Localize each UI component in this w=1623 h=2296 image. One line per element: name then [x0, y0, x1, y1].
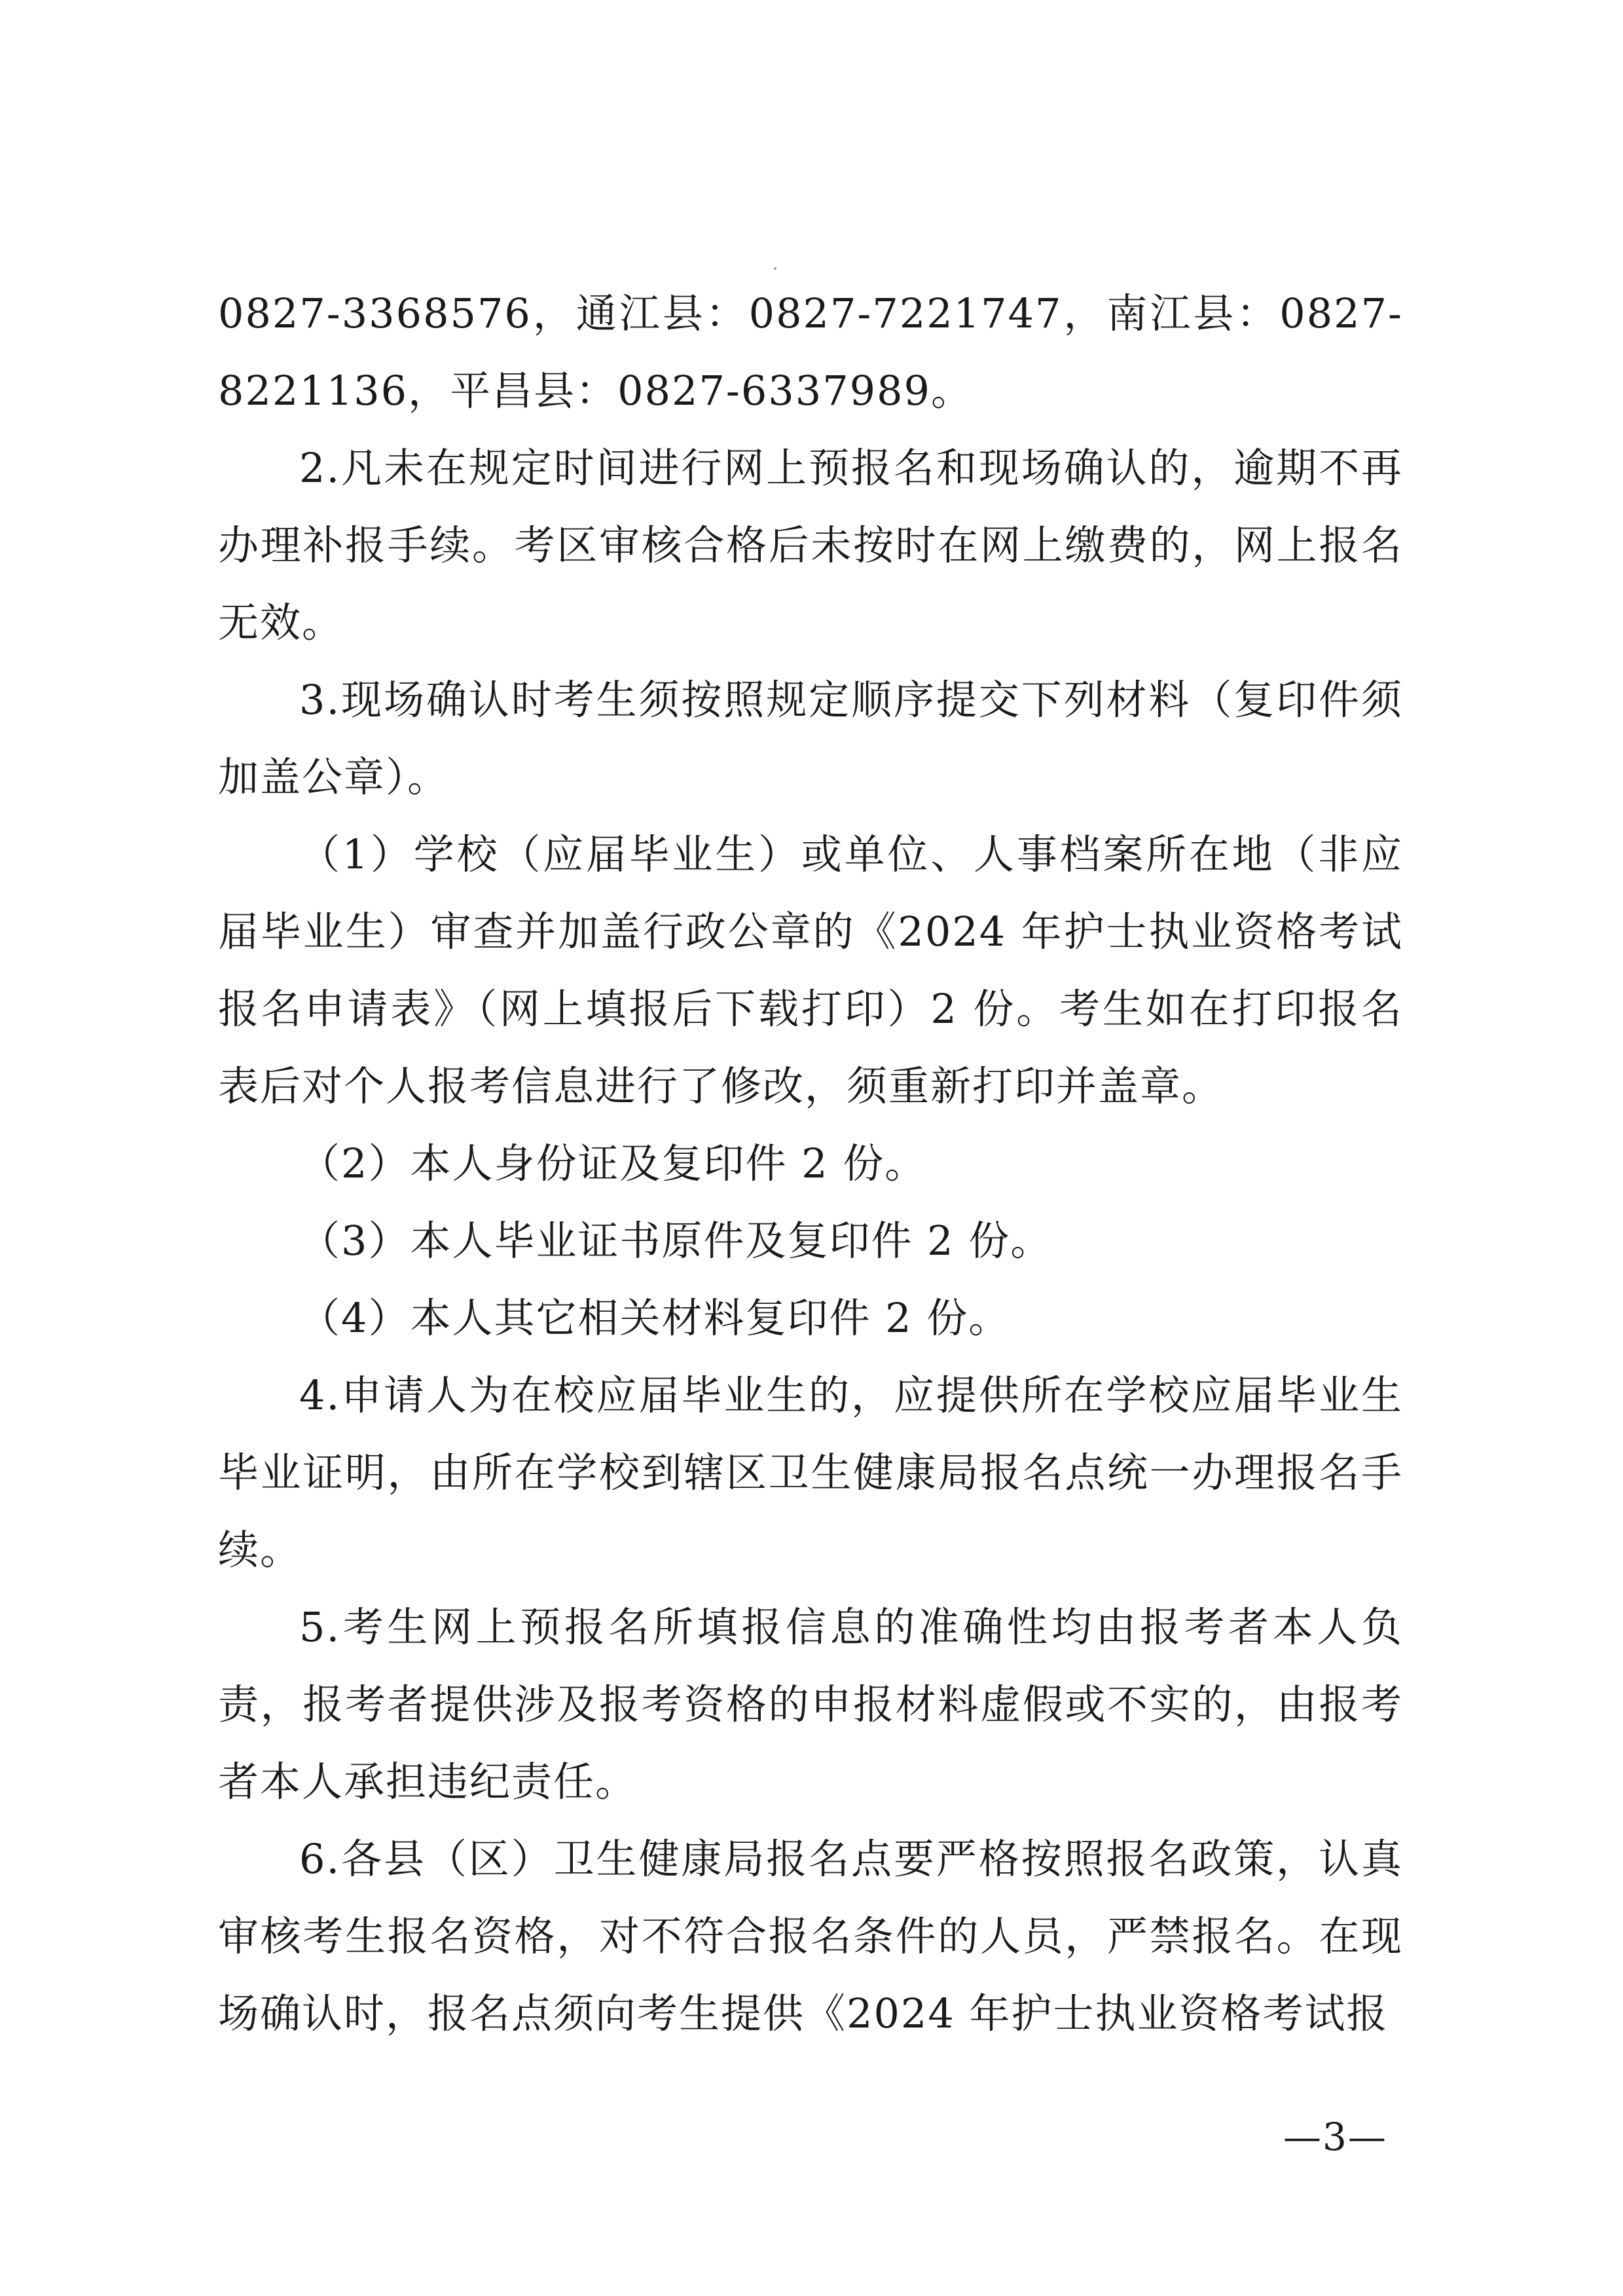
paragraph-subitem-3: （3）本人毕业证书原件及复印件 2 份。 [299, 1217, 1053, 1265]
paragraph-item-2: 2.凡未在规定时间进行网上预报名和现场确认的，逾期不再办理补报手续。考区审核合格后未按时在网上缴费的，网上报名无效。 [218, 444, 1403, 646]
paragraph-item-3: 3.现场确认时考生须按照规定顺序提交下列材料（复印件须加盖公章）。 [218, 676, 1403, 801]
paragraph-item-6: 6.各县（区）卫生健康局报名点要严格按照报名政策，认真审核考生报名资格，对不符合报名条件的人员，严禁报名。在现场确认时，报名点须向考生提供《2024 年护士执业资格考试报 [218, 1835, 1403, 2037]
paragraph-item-5: 5.考生网上预报名所填报信息的准确性均由报考者本人负责，报考者提供涉及报考资格的申报材料虚假或不实的，由报考者本人承担违纪责任。 [218, 1603, 1403, 1805]
paragraph-item-4: 4.申请人为在校应届毕业生的，应提供所在学校应届毕业生毕业证明，由所在学校到辖区卫生健康局报名点统一办理报名手续。 [218, 1371, 1403, 1574]
paragraph-phone-numbers: 0827-3368576，通江县：0827-7221747，南江县：0827-8221136，平昌县：0827-6337989。 [218, 289, 1403, 415]
paragraph-subitem-1: （1）学校（应届毕业生）或单位、人事档案所在地（非应届毕业生）审查并加盖行政公章的《2024 年护士执业资格考试报名申请表》（网上填报后下载打印）2 份。考生如在打印报名表后对个人报考信息进行了修改，须重新打印并盖章。 [218, 830, 1403, 1110]
page-number: —3— [1283, 2115, 1387, 2159]
scan-speck [774, 267, 776, 270]
document-body [218, 275, 1403, 2052]
paragraph-subitem-2: （2）本人身份证及复印件 2 份。 [299, 1139, 927, 1187]
paragraph-subitem-4: （4）本人其它相关材料复印件 2 份。 [299, 1294, 1011, 1342]
